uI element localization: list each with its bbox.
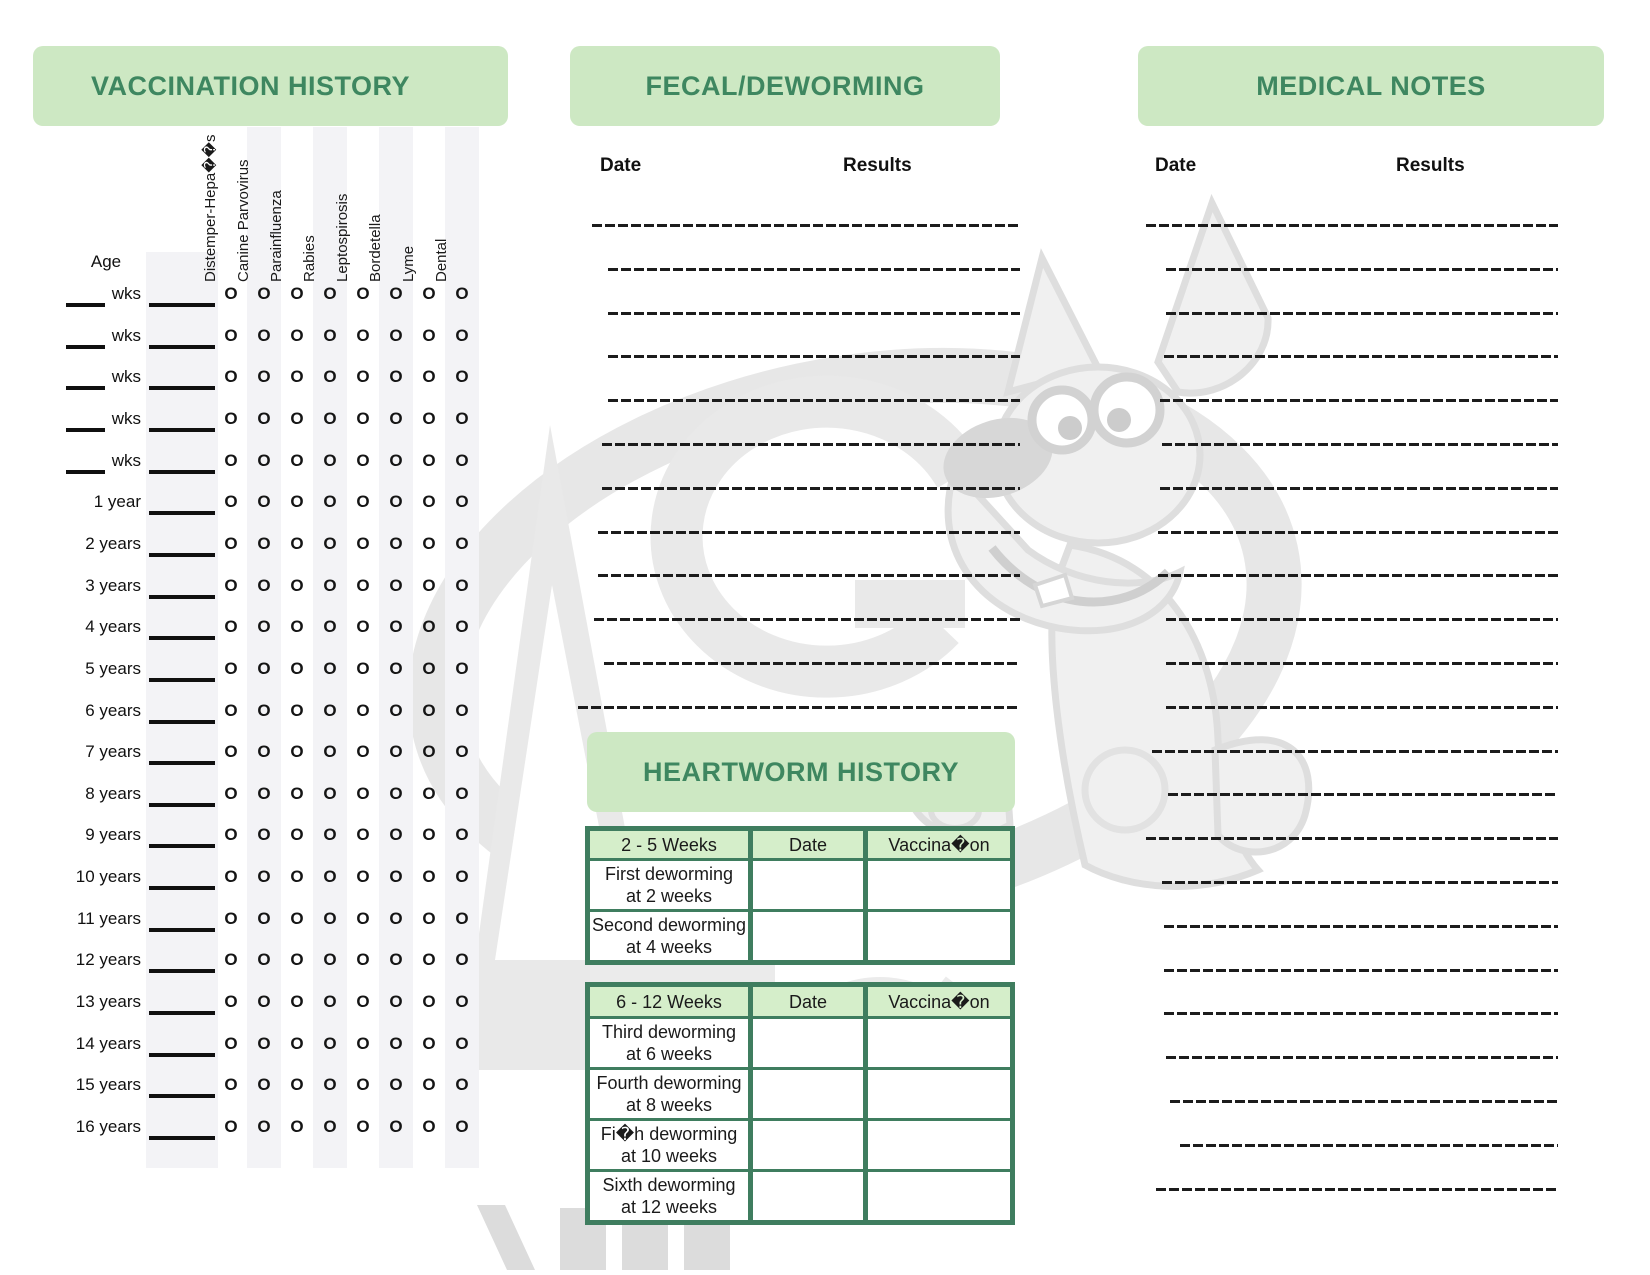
vaccine-check-circle[interactable]: O xyxy=(290,992,304,1011)
vaccine-check-circle[interactable]: O xyxy=(389,909,403,928)
vaccine-check-circle[interactable]: O xyxy=(455,659,469,678)
blank-note-line[interactable] xyxy=(1162,443,1558,446)
deworming-step-line1: Sixth deworming xyxy=(602,1175,736,1195)
vaccine-check-circle[interactable]: O xyxy=(356,701,370,720)
vaccine-check-circle[interactable]: O xyxy=(323,909,337,928)
vaccine-check-circle[interactable]: O xyxy=(356,742,370,761)
vaccine-check-circle[interactable]: O xyxy=(323,1034,337,1053)
age-row-label: 3 years xyxy=(85,576,141,595)
vaccine-check-circle[interactable]: O xyxy=(224,367,238,386)
vaccine-check-circle[interactable]: O xyxy=(257,1117,271,1136)
vaccine-check-circle[interactable]: O xyxy=(455,451,469,470)
vaccine-check-circle[interactable]: O xyxy=(224,825,238,844)
deworming-step-line1: First deworming xyxy=(604,864,734,884)
vaccine-check-circle[interactable]: O xyxy=(389,992,403,1011)
deworming-step-line1: Third deworming xyxy=(601,1022,737,1042)
vaccine-check-circle[interactable]: O xyxy=(323,451,337,470)
vaccine-check-circle[interactable]: O xyxy=(422,492,436,511)
heartworm-history-title: HEARTWORM HISTORY xyxy=(643,756,959,787)
blank-note-line[interactable] xyxy=(1166,268,1558,271)
age-row-label: 11 years xyxy=(77,909,141,928)
vaccine-check-circle[interactable]: O xyxy=(422,1117,436,1136)
vaccine-check-circle[interactable]: O xyxy=(422,992,436,1011)
vaccine-check-circle[interactable]: O xyxy=(323,825,337,844)
vaccine-check-circle[interactable]: O xyxy=(290,617,304,636)
deworming-step-line2: at 6 weeks xyxy=(625,1044,713,1064)
vaccine-check-circle[interactable]: O xyxy=(290,867,304,886)
vaccine-check-circle[interactable]: O xyxy=(422,825,436,844)
age-row-label: 13 years xyxy=(75,992,141,1011)
vaccine-check-circle[interactable]: O xyxy=(323,701,337,720)
vaccine-check-circle[interactable]: O xyxy=(389,617,403,636)
blank-note-line[interactable] xyxy=(1166,312,1558,315)
vaccine-check-circle[interactable]: O xyxy=(257,742,271,761)
deworming-step-line2: at 8 weeks xyxy=(625,1095,713,1115)
vaccine-check-circle[interactable]: O xyxy=(224,701,238,720)
vaccine-check-circle[interactable]: O xyxy=(422,1034,436,1053)
blank-note-line[interactable] xyxy=(1162,881,1558,884)
vaccine-check-circle[interactable]: O xyxy=(257,576,271,595)
vaccine-check-circle[interactable]: O xyxy=(422,784,436,803)
vaccine-check-circle[interactable]: O xyxy=(356,825,370,844)
hw-column-header: Vaccina�on xyxy=(868,987,1010,1016)
vaccine-check-circle[interactable]: O xyxy=(356,576,370,595)
vaccine-check-circle[interactable]: O xyxy=(290,284,304,303)
vaccine-check-circle[interactable]: O xyxy=(356,451,370,470)
vaccine-check-circle[interactable]: O xyxy=(290,825,304,844)
vaccine-check-circle[interactable]: O xyxy=(356,409,370,428)
blank-note-line[interactable] xyxy=(1164,355,1558,358)
vaccine-check-circle[interactable]: O xyxy=(356,326,370,345)
vaccine-check-circle[interactable]: O xyxy=(323,409,337,428)
vaccine-check-circle[interactable]: O xyxy=(356,1034,370,1053)
vaccine-check-circle[interactable]: O xyxy=(455,367,469,386)
vaccine-check-circle[interactable]: O xyxy=(323,784,337,803)
vaccine-check-circle[interactable]: O xyxy=(455,784,469,803)
vaccine-check-circle[interactable]: O xyxy=(422,867,436,886)
hw-column-header: 2 - 5 Weeks xyxy=(590,831,748,858)
vaccine-check-circle[interactable]: O xyxy=(422,1075,436,1094)
blank-note-line[interactable] xyxy=(1164,969,1558,972)
vaccine-check-circle[interactable]: O xyxy=(257,1075,271,1094)
age-row-label: 14 years xyxy=(75,1034,141,1053)
vaccine-check-circle[interactable]: O xyxy=(356,492,370,511)
vaccine-check-circle[interactable]: O xyxy=(290,492,304,511)
vaccine-check-circle[interactable]: O xyxy=(389,1034,403,1053)
vaccine-check-circle[interactable]: O xyxy=(290,326,304,345)
vaccine-check-circle[interactable]: O xyxy=(422,409,436,428)
vaccine-check-circle[interactable]: O xyxy=(257,867,271,886)
hw-column-header: Date xyxy=(753,987,863,1016)
vaccine-check-circle[interactable]: O xyxy=(257,701,271,720)
vaccine-check-circle[interactable]: O xyxy=(290,950,304,969)
blank-note-line[interactable] xyxy=(1160,399,1558,402)
blank-note-line[interactable] xyxy=(1166,662,1558,665)
vaccine-check-circle[interactable]: O xyxy=(389,825,403,844)
vaccine-check-circle[interactable]: O xyxy=(323,867,337,886)
vaccine-check-circle[interactable]: O xyxy=(389,1075,403,1094)
vaccine-check-circle[interactable]: O xyxy=(455,409,469,428)
age-row-label: 5 years xyxy=(85,659,141,678)
vaccine-check-circle[interactable]: O xyxy=(455,284,469,303)
vaccine-check-circle[interactable]: O xyxy=(422,909,436,928)
vaccine-check-circle[interactable]: O xyxy=(455,867,469,886)
vaccine-check-circle[interactable]: O xyxy=(323,284,337,303)
vaccine-check-circle[interactable]: O xyxy=(389,367,403,386)
vaccine-check-circle[interactable]: O xyxy=(389,742,403,761)
vaccine-check-circle[interactable]: O xyxy=(323,617,337,636)
vaccine-check-circle[interactable]: O xyxy=(323,326,337,345)
blank-note-line[interactable] xyxy=(1166,1056,1558,1059)
vaccine-check-circle[interactable]: O xyxy=(389,576,403,595)
vaccine-check-circle[interactable]: O xyxy=(224,659,238,678)
vaccine-check-circle[interactable]: O xyxy=(422,701,436,720)
vaccine-check-circle[interactable]: O xyxy=(224,409,238,428)
vaccine-check-circle[interactable]: O xyxy=(290,742,304,761)
vaccine-check-circle[interactable]: O xyxy=(356,992,370,1011)
vaccine-check-circle[interactable]: O xyxy=(257,451,271,470)
blank-note-line[interactable] xyxy=(1146,224,1558,227)
blank-note-line[interactable] xyxy=(1158,574,1558,577)
vaccine-check-circle[interactable]: O xyxy=(323,1075,337,1094)
vaccine-column-header: Leptospirosis xyxy=(334,193,351,282)
vaccine-check-circle[interactable]: O xyxy=(224,992,238,1011)
medical-results-label: Results xyxy=(1396,155,1465,176)
deworming-step-line2: at 4 weeks xyxy=(625,937,713,957)
vaccine-check-circle[interactable]: O xyxy=(356,867,370,886)
vaccine-check-circle[interactable]: O xyxy=(455,825,469,844)
age-row-label: wks xyxy=(111,451,141,470)
blank-note-line[interactable] xyxy=(1146,837,1558,840)
vaccine-check-circle[interactable]: O xyxy=(290,451,304,470)
vaccine-check-circle[interactable]: O xyxy=(224,284,238,303)
age-row-label: 12 years xyxy=(75,950,141,969)
vaccine-check-circle[interactable]: O xyxy=(356,784,370,803)
vaccine-check-circle[interactable]: O xyxy=(389,950,403,969)
vaccine-column-header: Rabies xyxy=(301,235,318,282)
vaccine-check-circle[interactable]: O xyxy=(455,1034,469,1053)
vaccine-check-circle[interactable]: O xyxy=(224,1034,238,1053)
vaccine-check-circle[interactable]: O xyxy=(356,909,370,928)
blank-note-line[interactable] xyxy=(1170,1100,1558,1103)
vaccine-check-circle[interactable]: O xyxy=(257,617,271,636)
age-row-label: 15 years xyxy=(75,1075,141,1094)
vaccine-check-circle[interactable]: O xyxy=(389,1117,403,1136)
vaccine-check-circle[interactable]: O xyxy=(422,451,436,470)
vaccine-check-circle[interactable]: O xyxy=(455,950,469,969)
age-row-label: 7 years xyxy=(85,742,141,761)
deworming-step-line2: at 2 weeks xyxy=(625,886,713,906)
vaccine-column-header: Bordetella xyxy=(367,214,384,282)
vaccine-column-header: Distemper-Hepa��s xyxy=(202,134,219,282)
vaccine-check-circle[interactable]: O xyxy=(422,576,436,595)
blank-note-line[interactable] xyxy=(1164,925,1558,928)
age-row-label: 10 years xyxy=(75,867,141,886)
vaccine-check-circle[interactable]: O xyxy=(257,284,271,303)
blank-note-line[interactable] xyxy=(1166,706,1558,709)
medical-notes-title: MEDICAL NOTES xyxy=(1256,70,1486,101)
vaccine-check-circle[interactable]: O xyxy=(323,367,337,386)
medical-date-label: Date xyxy=(1155,155,1197,176)
hw-column-header: 6 - 12 Weeks xyxy=(590,987,748,1016)
vaccine-check-circle[interactable]: O xyxy=(224,326,238,345)
vaccine-check-circle[interactable]: O xyxy=(257,825,271,844)
age-row-label: 1 year xyxy=(93,492,141,511)
vaccine-check-circle[interactable]: O xyxy=(422,284,436,303)
age-row-label: wks xyxy=(111,326,141,345)
vaccine-check-circle[interactable]: O xyxy=(356,659,370,678)
vaccine-check-circle[interactable]: O xyxy=(455,909,469,928)
age-row-label: 16 years xyxy=(75,1117,141,1136)
vaccine-check-circle[interactable]: O xyxy=(455,492,469,511)
vaccine-check-circle[interactable]: O xyxy=(323,742,337,761)
vaccine-check-circle[interactable]: O xyxy=(224,492,238,511)
vaccine-check-circle[interactable]: O xyxy=(455,992,469,1011)
vaccine-check-circle[interactable]: O xyxy=(290,1075,304,1094)
vaccine-check-circle[interactable]: O xyxy=(323,1117,337,1136)
vaccine-check-circle[interactable]: O xyxy=(224,1075,238,1094)
vaccine-check-circle[interactable]: O xyxy=(356,950,370,969)
vaccine-check-circle[interactable]: O xyxy=(224,742,238,761)
hw-column-header: Date xyxy=(753,831,863,858)
vaccine-check-circle[interactable]: O xyxy=(290,534,304,553)
vaccine-check-circle[interactable]: O xyxy=(224,950,238,969)
vaccination-age-label: Age xyxy=(90,252,122,271)
vaccination-history-title: VACCINATION HISTORY xyxy=(90,70,410,101)
vaccine-check-circle[interactable]: O xyxy=(323,950,337,969)
vaccine-check-circle[interactable]: O xyxy=(389,784,403,803)
vaccine-check-circle[interactable]: O xyxy=(257,492,271,511)
vaccine-check-circle[interactable]: O xyxy=(290,1117,304,1136)
vaccine-check-circle[interactable]: O xyxy=(290,409,304,428)
fecal-deworming-title: FECAL/DEWORMING xyxy=(645,70,925,101)
vaccine-check-circle[interactable]: O xyxy=(389,409,403,428)
vaccine-check-circle[interactable]: O xyxy=(356,534,370,553)
age-row-label: wks xyxy=(111,367,141,386)
vaccine-check-circle[interactable]: O xyxy=(356,367,370,386)
vaccine-check-circle[interactable]: O xyxy=(257,992,271,1011)
blank-note-line[interactable] xyxy=(1180,1144,1558,1147)
vaccine-check-circle[interactable]: O xyxy=(290,701,304,720)
vaccine-check-circle[interactable]: O xyxy=(224,451,238,470)
vaccine-check-circle[interactable]: O xyxy=(422,326,436,345)
blank-note-line[interactable] xyxy=(1156,1188,1558,1191)
deworming-step-line1: Fourth deworming xyxy=(596,1073,742,1093)
vaccine-check-circle[interactable]: O xyxy=(257,1034,271,1053)
vaccine-check-circle[interactable]: O xyxy=(224,784,238,803)
vaccine-column-header: Lyme xyxy=(400,245,417,282)
vaccine-check-circle[interactable]: O xyxy=(455,326,469,345)
vaccine-column-header: Canine Parvovirus xyxy=(235,159,252,282)
vaccine-check-circle[interactable]: O xyxy=(455,742,469,761)
age-row-label: 9 years xyxy=(85,825,141,844)
vaccine-check-circle[interactable]: O xyxy=(323,576,337,595)
vaccine-check-circle[interactable]: O xyxy=(422,534,436,553)
vaccine-check-circle[interactable]: O xyxy=(455,576,469,595)
deworming-step-line2: at 12 weeks xyxy=(620,1197,718,1217)
vaccine-check-circle[interactable]: O xyxy=(323,492,337,511)
vaccine-check-circle[interactable]: O xyxy=(290,909,304,928)
blank-note-line[interactable] xyxy=(1152,750,1558,753)
vaccine-check-circle[interactable]: O xyxy=(224,576,238,595)
vaccine-check-circle[interactable]: O xyxy=(224,867,238,886)
vaccine-check-circle[interactable]: O xyxy=(422,617,436,636)
vaccine-check-circle[interactable]: O xyxy=(455,701,469,720)
vaccine-check-circle[interactable]: O xyxy=(257,367,271,386)
vaccine-check-circle[interactable]: O xyxy=(290,1034,304,1053)
blank-note-line[interactable] xyxy=(1158,531,1558,534)
vaccine-check-circle[interactable]: O xyxy=(389,492,403,511)
vaccine-check-circle[interactable]: O xyxy=(257,659,271,678)
vaccine-check-circle[interactable]: O xyxy=(455,1075,469,1094)
vaccine-check-circle[interactable]: O xyxy=(356,284,370,303)
vaccine-check-circle[interactable]: O xyxy=(389,284,403,303)
age-row-label: wks xyxy=(111,284,141,303)
vaccine-check-circle[interactable]: O xyxy=(257,909,271,928)
blank-note-line[interactable] xyxy=(1168,793,1558,796)
vaccine-check-circle[interactable]: O xyxy=(257,326,271,345)
vaccine-check-circle[interactable]: O xyxy=(422,659,436,678)
blank-note-line[interactable] xyxy=(1166,618,1558,621)
vaccine-check-circle[interactable]: O xyxy=(389,534,403,553)
fecal-date-label: Date xyxy=(600,155,642,176)
vaccine-check-circle[interactable]: O xyxy=(257,534,271,553)
vaccine-check-circle[interactable]: O xyxy=(422,950,436,969)
vaccine-check-circle[interactable]: O xyxy=(389,867,403,886)
vaccine-check-circle[interactable]: O xyxy=(290,367,304,386)
vaccine-check-circle[interactable]: O xyxy=(290,659,304,678)
deworming-step-line1: Fi�h deworming xyxy=(600,1124,738,1144)
vaccine-check-circle[interactable]: O xyxy=(455,1117,469,1136)
age-row-label: 4 years xyxy=(85,617,141,636)
vaccine-check-circle[interactable]: O xyxy=(290,576,304,595)
vaccine-check-circle[interactable]: O xyxy=(389,659,403,678)
vaccine-check-circle[interactable]: O xyxy=(455,617,469,636)
hw-column-header: Vaccina�on xyxy=(868,831,1010,858)
vaccine-check-circle[interactable]: O xyxy=(422,367,436,386)
age-row-label: 6 years xyxy=(85,701,141,720)
vaccine-check-circle[interactable]: O xyxy=(224,1117,238,1136)
vaccine-check-circle[interactable]: O xyxy=(356,1075,370,1094)
vaccine-check-circle[interactable]: O xyxy=(323,992,337,1011)
age-row-label: wks xyxy=(111,409,141,428)
vaccine-check-circle[interactable]: O xyxy=(290,784,304,803)
vaccine-check-circle[interactable]: O xyxy=(224,534,238,553)
vaccine-check-circle[interactable]: O xyxy=(389,451,403,470)
vaccine-check-circle[interactable]: O xyxy=(224,617,238,636)
vaccine-check-circle[interactable]: O xyxy=(257,409,271,428)
deworming-step-line2: at 10 weeks xyxy=(620,1146,718,1166)
vaccine-column-header: Parainfluenza xyxy=(268,190,285,282)
vaccine-check-circle[interactable]: O xyxy=(356,617,370,636)
vaccine-check-circle[interactable]: O xyxy=(257,784,271,803)
vaccine-check-circle[interactable]: O xyxy=(224,909,238,928)
vaccine-check-circle[interactable]: O xyxy=(323,659,337,678)
fecal-results-label: Results xyxy=(843,155,912,176)
blank-note-line[interactable] xyxy=(1160,487,1558,490)
vaccine-check-circle[interactable]: O xyxy=(389,326,403,345)
vaccine-check-circle[interactable]: O xyxy=(422,742,436,761)
vaccine-column-header: Dental xyxy=(433,238,450,282)
age-row-label: 2 years xyxy=(85,534,141,553)
vaccine-check-circle[interactable]: O xyxy=(356,1117,370,1136)
vaccine-check-circle[interactable]: O xyxy=(323,534,337,553)
vaccine-check-circle[interactable]: O xyxy=(455,534,469,553)
age-row-label: 8 years xyxy=(85,784,141,803)
vaccine-check-circle[interactable]: O xyxy=(389,701,403,720)
deworming-step-line1: Second deworming xyxy=(591,915,747,935)
blank-note-line[interactable] xyxy=(1164,1012,1558,1015)
vaccine-check-circle[interactable]: O xyxy=(257,950,271,969)
